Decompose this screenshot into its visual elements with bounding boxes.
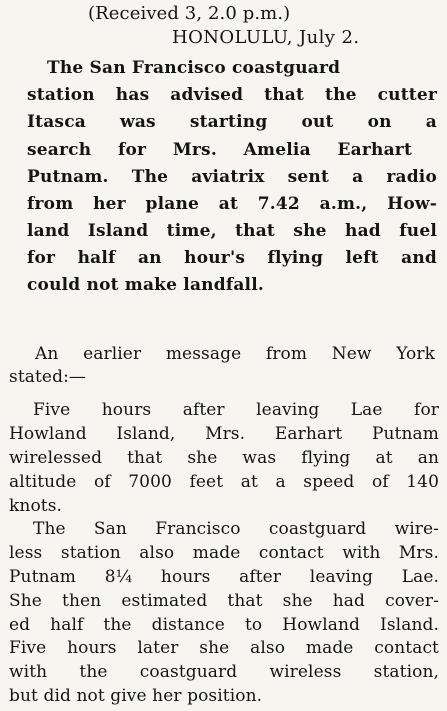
- para3-line-5: knots.: [9, 496, 63, 516]
- received-line: (Received 3, 2.0 p.m.): [88, 3, 291, 24]
- para2-line-1: An earlier message from New York: [35, 344, 435, 364]
- para3-line-1: Five hours after leaving Lae for: [33, 400, 439, 420]
- para1-line-8: for half an hour's flying left and: [27, 248, 437, 268]
- para1-line-6: from her plane at 7.42 a.m., How-: [27, 194, 437, 214]
- para1-line-2: station has advised that the cutter: [27, 85, 437, 105]
- para4-line-6: Five hours later she also made contact: [9, 638, 439, 658]
- para4-line-4: She then estimated that she had cover-: [9, 591, 439, 611]
- para4-line-1: The San Francisco coastguard wire-: [33, 519, 439, 539]
- para1-line-3: Itasca was starting out on a: [27, 112, 437, 132]
- para4-line-2: less station also made contact with Mrs.: [9, 543, 439, 563]
- para1-line-4: search for Mrs. Amelia Earhart: [27, 140, 412, 160]
- para4-line-5: ed half the distance to Howland Island.: [9, 615, 439, 635]
- para4-line-8: but did not give her position.: [9, 686, 263, 706]
- para4-line-7: with the coastguard wireless station,: [9, 662, 439, 682]
- para1-line-1: The San Francisco coastguard: [47, 58, 341, 78]
- para1-line-7: land Island time, that she had fuel: [27, 221, 437, 241]
- para3-line-2: Howland Island, Mrs. Earhart Putnam: [9, 424, 439, 444]
- para2-line-2: stated:—: [9, 367, 86, 387]
- para1-line-5: Putnam. The aviatrix sent a radio: [27, 167, 437, 187]
- para3-line-3: wirelessed that she was flying at an: [9, 448, 439, 468]
- para1-line-9: could not make landfall.: [27, 275, 264, 295]
- para3-line-4: altitude of 7000 feet at a speed of 140: [9, 472, 439, 492]
- dateline: HONOLULU, July 2.: [172, 27, 360, 48]
- para4-line-3: Putnam 8¼ hours after leaving Lae.: [9, 567, 439, 587]
